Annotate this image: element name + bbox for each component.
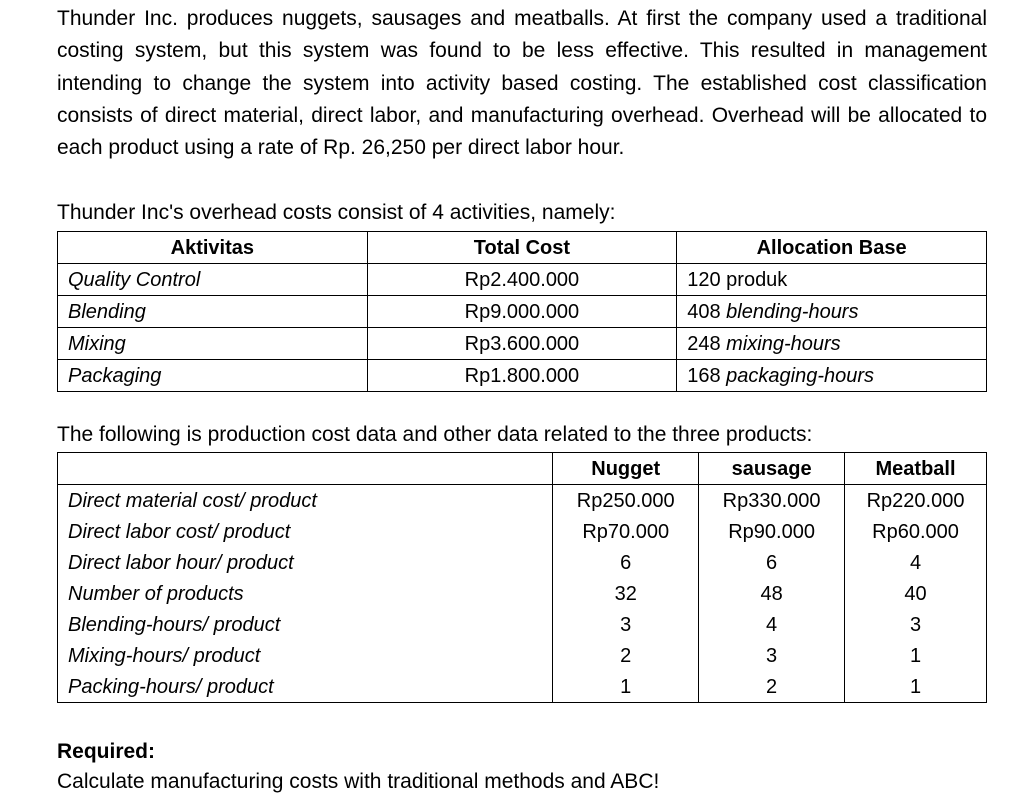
activity-name: Mixing bbox=[58, 328, 368, 360]
activity-cost: Rp1.800.000 bbox=[367, 360, 677, 392]
production-value: 2 bbox=[699, 671, 845, 703]
activity-name: Packaging bbox=[58, 360, 368, 392]
production-value: 48 bbox=[699, 578, 845, 609]
production-value: 4 bbox=[845, 547, 987, 578]
production-row bbox=[58, 671, 987, 703]
production-caption: The following is production cost data and other data related to the three products: bbox=[57, 423, 813, 446]
production-value: 3 bbox=[699, 640, 845, 671]
production-row bbox=[58, 578, 987, 609]
activity-base-number: 120 bbox=[687, 268, 721, 291]
activity-name: Blending bbox=[58, 296, 368, 328]
production-row-label: Direct material cost/ product bbox=[58, 485, 553, 517]
intro-paragraph: Thunder Inc. produces nuggets, sausages and meatballs. At first the company used a traditional costing system, but this system was found to be less effective. This resulted in management intending to change the system into activity based costing. The established cost classification consists of direct material, direct labor, and manufacturing overhead. Overhead will be allocated to each product using a rate of Rp. 26,250 per direct labor hour. bbox=[57, 7, 987, 160]
production-header-row bbox=[58, 453, 987, 485]
activity-base-unit: produk bbox=[726, 268, 788, 291]
activity-row bbox=[58, 296, 987, 328]
production-value: 6 bbox=[553, 547, 699, 578]
production-value: 1 bbox=[553, 671, 699, 703]
required-section bbox=[57, 737, 659, 797]
production-row bbox=[58, 485, 987, 517]
production-row bbox=[58, 516, 987, 547]
production-row bbox=[58, 547, 987, 578]
production-value: 6 bbox=[699, 547, 845, 578]
production-row-label: Blending-hours/ product bbox=[58, 609, 553, 640]
activity-base-unit: mixing-hours bbox=[726, 332, 841, 355]
activities-caption: Thunder Inc's overhead costs consist of 4 activities, namely: bbox=[57, 201, 616, 224]
activity-base-unit: blending-hours bbox=[726, 300, 859, 323]
production-value: 4 bbox=[699, 609, 845, 640]
production-value: 1 bbox=[845, 640, 987, 671]
production-value: Rp250.000 bbox=[553, 485, 699, 517]
production-value: Rp90.000 bbox=[699, 516, 845, 547]
activity-cost: Rp2.400.000 bbox=[367, 264, 677, 296]
activities-table bbox=[57, 231, 987, 392]
header-allocation-base: Allocation Base bbox=[677, 232, 987, 264]
activity-cost: Rp9.000.000 bbox=[367, 296, 677, 328]
production-row bbox=[58, 609, 987, 640]
production-row-label: Packing-hours/ product bbox=[58, 671, 553, 703]
production-value: Rp220.000 bbox=[845, 485, 987, 517]
activity-base bbox=[677, 328, 987, 360]
activity-base-number: 248 bbox=[687, 332, 721, 355]
production-row-label: Direct labor hour/ product bbox=[58, 547, 553, 578]
header-aktivitas: Aktivitas bbox=[58, 232, 368, 264]
required-title: Required: bbox=[57, 740, 156, 763]
production-value: 2 bbox=[553, 640, 699, 671]
production-value: Rp60.000 bbox=[845, 516, 987, 547]
activity-base bbox=[677, 264, 987, 296]
production-value: 1 bbox=[845, 671, 987, 703]
activity-row bbox=[58, 360, 987, 392]
production-value: 32 bbox=[553, 578, 699, 609]
required-text: Calculate manufacturing costs with traditional methods and ABC! bbox=[57, 770, 660, 793]
activities-header-row bbox=[58, 232, 987, 264]
activity-row bbox=[58, 264, 987, 296]
activity-cost: Rp3.600.000 bbox=[367, 328, 677, 360]
production-row bbox=[58, 640, 987, 671]
header-blank bbox=[58, 453, 553, 485]
production-value: 3 bbox=[553, 609, 699, 640]
production-value: 40 bbox=[845, 578, 987, 609]
header-meatball: Meatball bbox=[845, 453, 987, 485]
production-value: Rp70.000 bbox=[553, 516, 699, 547]
production-value: Rp330.000 bbox=[699, 485, 845, 517]
activity-row bbox=[58, 328, 987, 360]
header-nugget: Nugget bbox=[553, 453, 699, 485]
activity-name: Quality Control bbox=[58, 264, 368, 296]
header-sausage: sausage bbox=[699, 453, 845, 485]
production-row-label: Direct labor cost/ product bbox=[58, 516, 553, 547]
production-table bbox=[57, 452, 987, 703]
header-total-cost: Total Cost bbox=[367, 232, 677, 264]
activity-base-number: 168 bbox=[687, 364, 721, 387]
production-row-label: Number of products bbox=[58, 578, 553, 609]
activity-base bbox=[677, 360, 987, 392]
activity-base-unit: packaging-hours bbox=[726, 364, 875, 387]
activity-base-number: 408 bbox=[687, 300, 721, 323]
production-row-label: Mixing-hours/ product bbox=[58, 640, 553, 671]
activity-base bbox=[677, 296, 987, 328]
production-value: 3 bbox=[845, 609, 987, 640]
